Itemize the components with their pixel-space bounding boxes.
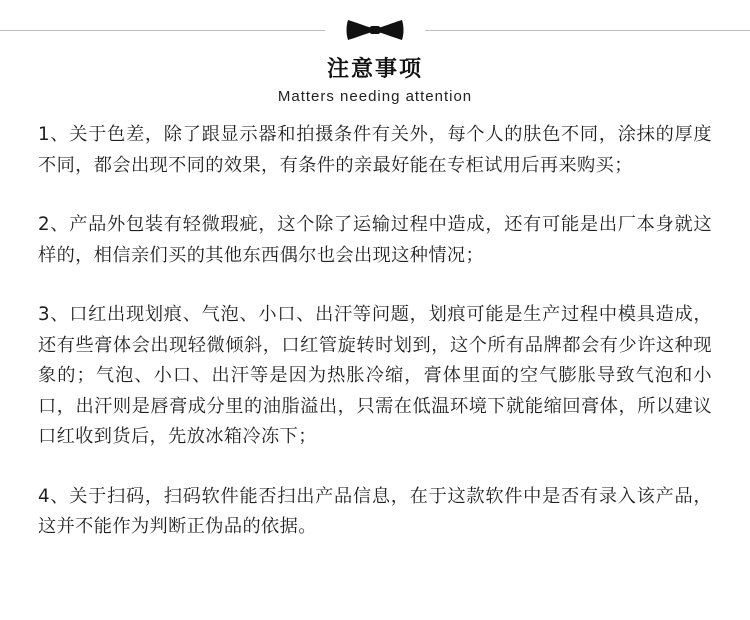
note-item-2: 2、产品外包装有轻微瑕疵，这个除了运输过程中造成，还有可能是出厂本身就这样的，相信亲们买的其他东西偶尔也会出现这种情况； [38,214,712,266]
bowtie-icon [345,18,405,42]
note-item-1: 1、关于色差，除了跟显示器和拍摄条件有关外，每个人的肤色不同，涂抹的厚度不同，都会出现不同的效果，有条件的亲最好能在专柜试用后再来购买； [38,124,712,176]
note-item-3: 3、口红出现划痕、气泡、小口、出汗等问题，划痕可能是生产过程中模具造成，还有些膏体会出现轻微倾斜，口红管旋转时划到，这个所有品牌都会有少许这种现象的；气泡、小口、出汗等是因为热胀冷缩，膏体里面的空气膨胀导致气泡和小口，出汗则是唇膏成分里的油脂溢出，只需在低温环境下就能缩回膏体，所以建议口红收到货后，先放冰箱冷冻下； [38,304,712,447]
note-item-4: 4、关于扫码，扫码软件能否扫出产品信息，在于这款软件中是否有录入该产品，这并不能作为判断正伪品的依据。 [38,485,712,537]
notes-list [38,120,712,572]
top-rule-right [425,30,750,31]
page-subtitle: Matters needing attention [277,88,473,105]
top-rule-left [0,30,325,31]
page-title: 注意事项 [326,57,423,82]
